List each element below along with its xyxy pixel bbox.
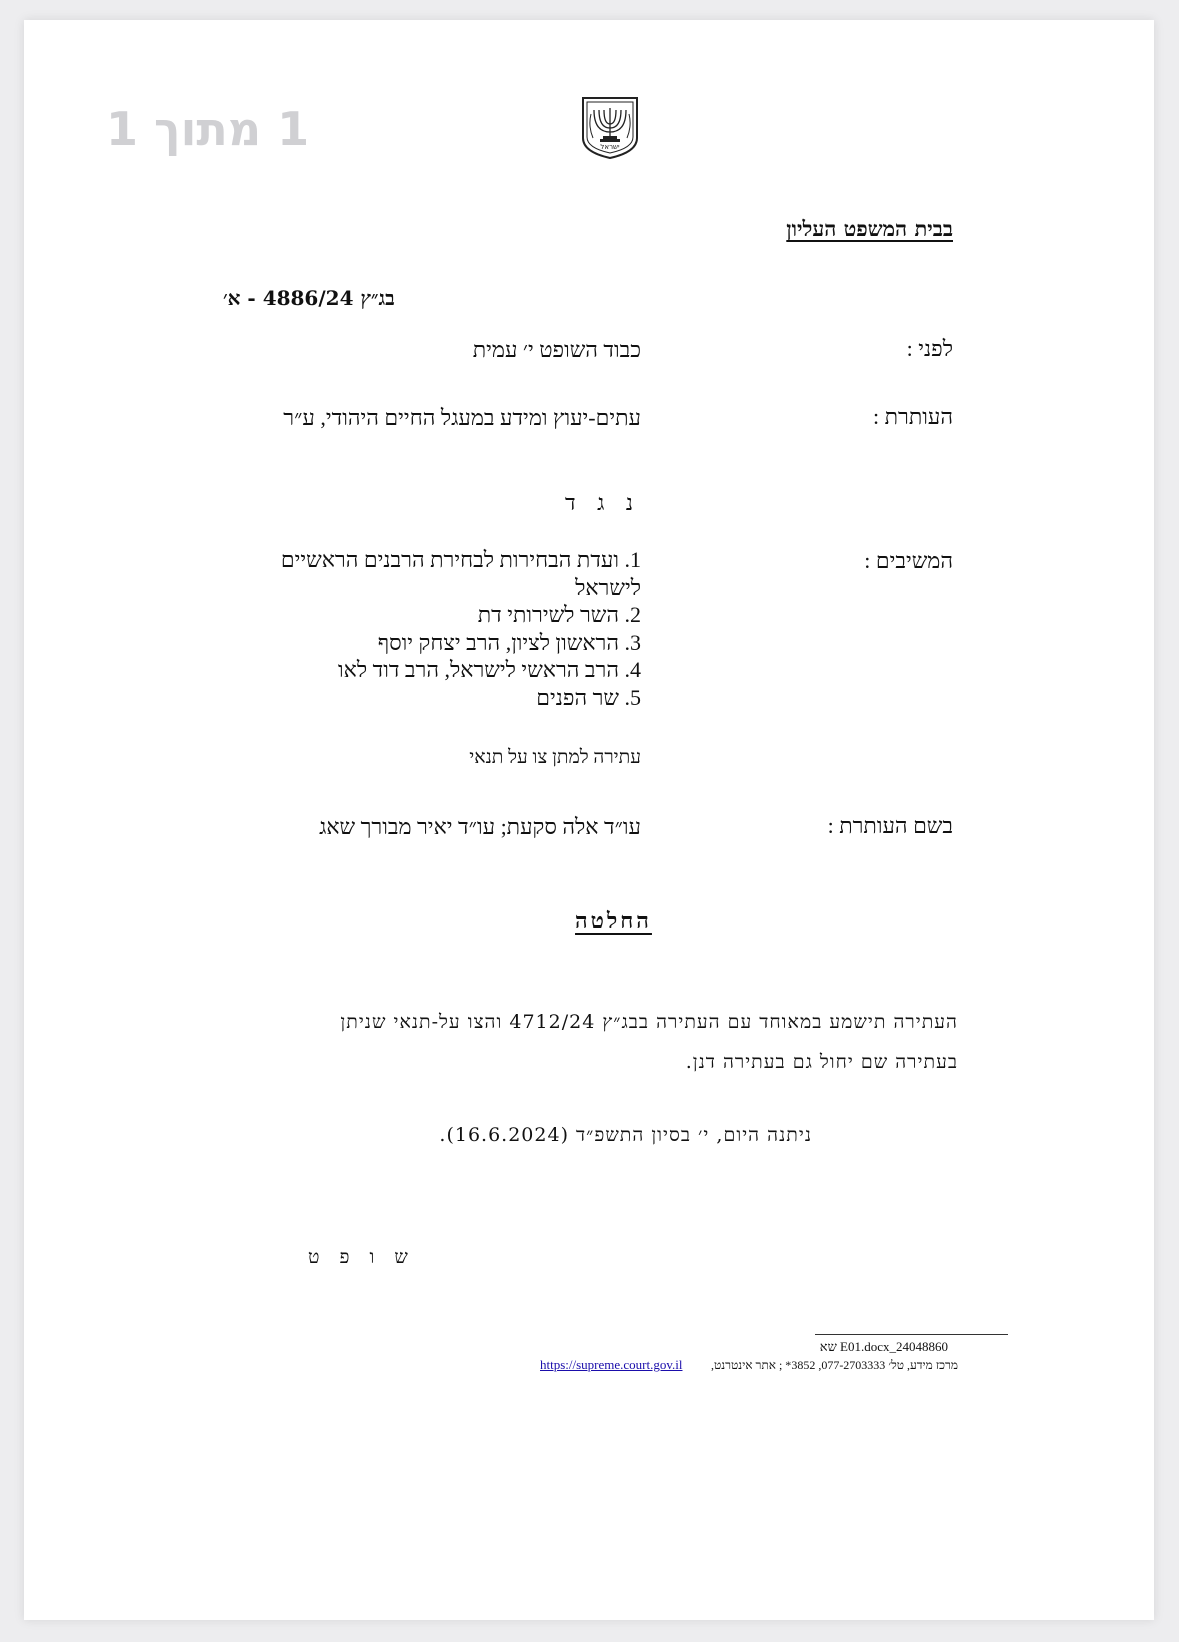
document-page xyxy=(24,20,1154,1620)
respondents-list xyxy=(281,546,641,711)
respondent-item: 2. השר לשירותי דת xyxy=(477,602,641,627)
state-emblem-menorah-icon xyxy=(577,94,643,160)
respondent-item-continuation: לישראל xyxy=(575,574,641,600)
decision-line: בעתירה שם יחול גם בעתירה דנן. xyxy=(685,1051,958,1073)
respondent-item: 3. הראשון לציון, הרב יצחק יוסף xyxy=(377,629,641,655)
footer-contact: מרכז מידע, טל׳ 077-2703333, 3852* ; אתר אינטרנט, xyxy=(711,1358,958,1372)
counsel-value: עו״ד אלה סקעת; עו״ד יאיר מבורך שאג xyxy=(319,814,641,839)
respondents-label: המשיבים : xyxy=(864,548,953,573)
page-counter: 1 מתוך 1 xyxy=(106,102,310,156)
respondent-item: 4. הרב הראשי לישראל, הרב דוד לאו xyxy=(338,657,641,682)
judge-signature: ש ו פ ט xyxy=(308,1246,415,1268)
respondent-item: 1. ועדת הבחירות לבחירת הרבנים הראשיים xyxy=(280,547,641,572)
court-title: בבית המשפט העליון xyxy=(786,216,953,241)
case-number: בג״ץ 4886/24 - א׳ xyxy=(223,286,395,310)
footer-divider xyxy=(815,1334,1008,1335)
emblem-label: ישראל xyxy=(600,143,620,151)
given-date: ניתנה היום, י׳ בסיון התשפ״ד (16.6.2024). xyxy=(439,1124,812,1146)
petitioner-value: עתים-יעוץ ומידע במעגל החיים היהודי, ע״ר xyxy=(283,405,641,430)
before-label: לפני : xyxy=(906,336,953,361)
counsel-label: בשם העותרת : xyxy=(827,813,953,838)
supreme-court-website-link[interactable]: https://supreme.court.gov.il xyxy=(540,1357,683,1372)
decision-body xyxy=(168,1002,958,1082)
versus-text: נ ג ד xyxy=(565,490,641,515)
footer-file-name: 24048860_E01.docx שא xyxy=(819,1339,948,1354)
decision-heading: החלטה xyxy=(575,908,652,934)
decision-line: העתירה תישמע במאוחד עם העתירה בבג״ץ 4712/24 והצו על-תנאי שניתן xyxy=(340,1011,958,1033)
petitioner-label: העותרת : xyxy=(873,404,953,429)
before-value: כבוד השופט י׳ עמית xyxy=(472,337,641,362)
respondent-item: 5. שר הפנים xyxy=(536,684,641,710)
remedy-text: עתירה למתן צו על תנאי xyxy=(469,747,641,768)
